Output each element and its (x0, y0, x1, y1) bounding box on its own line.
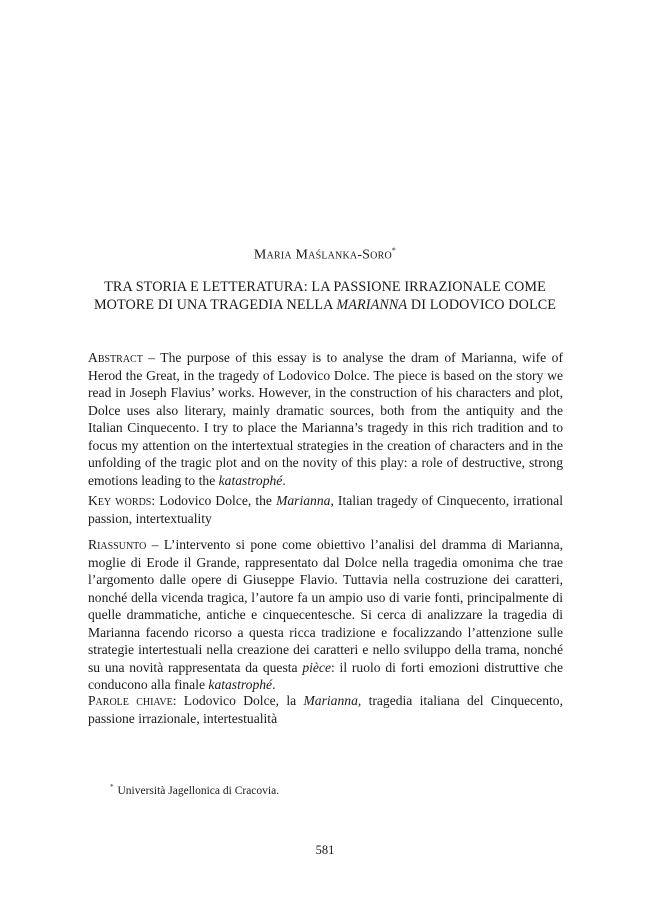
riassunto-italic-end: katastrophé (208, 677, 273, 692)
keywords-label: Key words (88, 493, 152, 508)
keywords-text-post: , Italian tragedy of Cinquecento, irrational passion, intertextuality (88, 493, 563, 526)
keywords-text-pre: Lodovico Dolce, the (159, 493, 277, 508)
title-line-2-italic: MARIANNA (336, 297, 408, 313)
keywords-separator: : (151, 493, 160, 508)
riassunto-text-mid: : il ruolo di forti emozioni distruttive che conducono alla finale (88, 659, 563, 692)
parole-text-pre: Lodovico Dolce, la (183, 693, 304, 708)
abstract-label: Abstract (88, 350, 143, 365)
footnote-text: Università Jagellonica di Cracovia. (117, 784, 280, 797)
riassunto-italic-mid: pièce (302, 659, 332, 675)
riassunto-label: Riassunto (88, 537, 147, 552)
author-name-text: Maria Maślanka-Soro (253, 247, 392, 263)
parole-chiave-paragraph (88, 692, 563, 727)
keywords-paragraph (88, 492, 563, 527)
parole-separator: : (172, 693, 184, 708)
parole-text-post: , tragedia italiana del Cinquecento, passione irrazionale, intertestualità (88, 693, 563, 726)
title-line-1: TRA STORIA E LETTERATURA: LA PASSIONE IRRAZIONALE COME (104, 279, 546, 295)
riassunto-end: . (272, 677, 276, 692)
abstract-separator: – (142, 350, 161, 365)
footnote (110, 780, 279, 798)
author-footnote-marker: * (391, 246, 397, 255)
title-line-2-pre: MOTORE DI UNA TRAGEDIA NELLA (93, 297, 337, 313)
keywords-italic: Marianna (276, 493, 331, 508)
page-number: 581 (315, 843, 335, 857)
riassunto-separator: – (146, 537, 164, 552)
abstract-text: The purpose of this essay is to analyse the dram of Marianna, wife of Herod the Great, in the tragedy of Lodovico Dolce. The piece is based on the story we read in Joseph Flavius’ works. However, in the construction of his characters and plot, Dolce uses also literary, mainly dramatic sources, both from the antiquity and the Italian Cinquecento. I try to place the Marianna’s tragedy in this rich tradition and to focus my attention on the intertextual strategies in the creation of characters and in the unfolding of the tragic plot and on the novity of this play: a role of destructive, strong emotions leading to the (88, 350, 563, 488)
abstract-paragraph (88, 349, 563, 489)
abstract-end: . (282, 472, 286, 488)
author-name (0, 246, 650, 264)
parole-label: Parole chiave (88, 693, 173, 708)
parole-italic: Marianna (303, 693, 358, 708)
abstract-italic-end: katastrophé (218, 472, 283, 488)
riassunto-text: L’intervento si pone come obiettivo l’analisi del dramma di Marianna, moglie di Erode il Grande, rappresentato dal Dolce nella tragedia omonima che trae l’argomento dalle opere di Giuseppe Flavio. Tuttavia nella costruzione dei caratteri, nonché della vicenda tragica, l’autore fa un ampio uso di varie fonti, principalmente di quelle drammatiche, antiche e cinquecentesche. Si cerca di analizzare la tragedia di Marianna facendo ricorso a questa ricca tradizione e focalizzando l’attenzione sulle strategie intertestuali nella creazione dei caratteri e nello sviluppo della trama, nonché su una novità rappresentata da questa (88, 537, 564, 675)
riassunto-paragraph (88, 536, 563, 694)
article-title (60, 278, 590, 314)
title-line-2-post: DI LODOVICO DOLCE (407, 297, 557, 313)
footnote-marker: * (110, 783, 114, 791)
